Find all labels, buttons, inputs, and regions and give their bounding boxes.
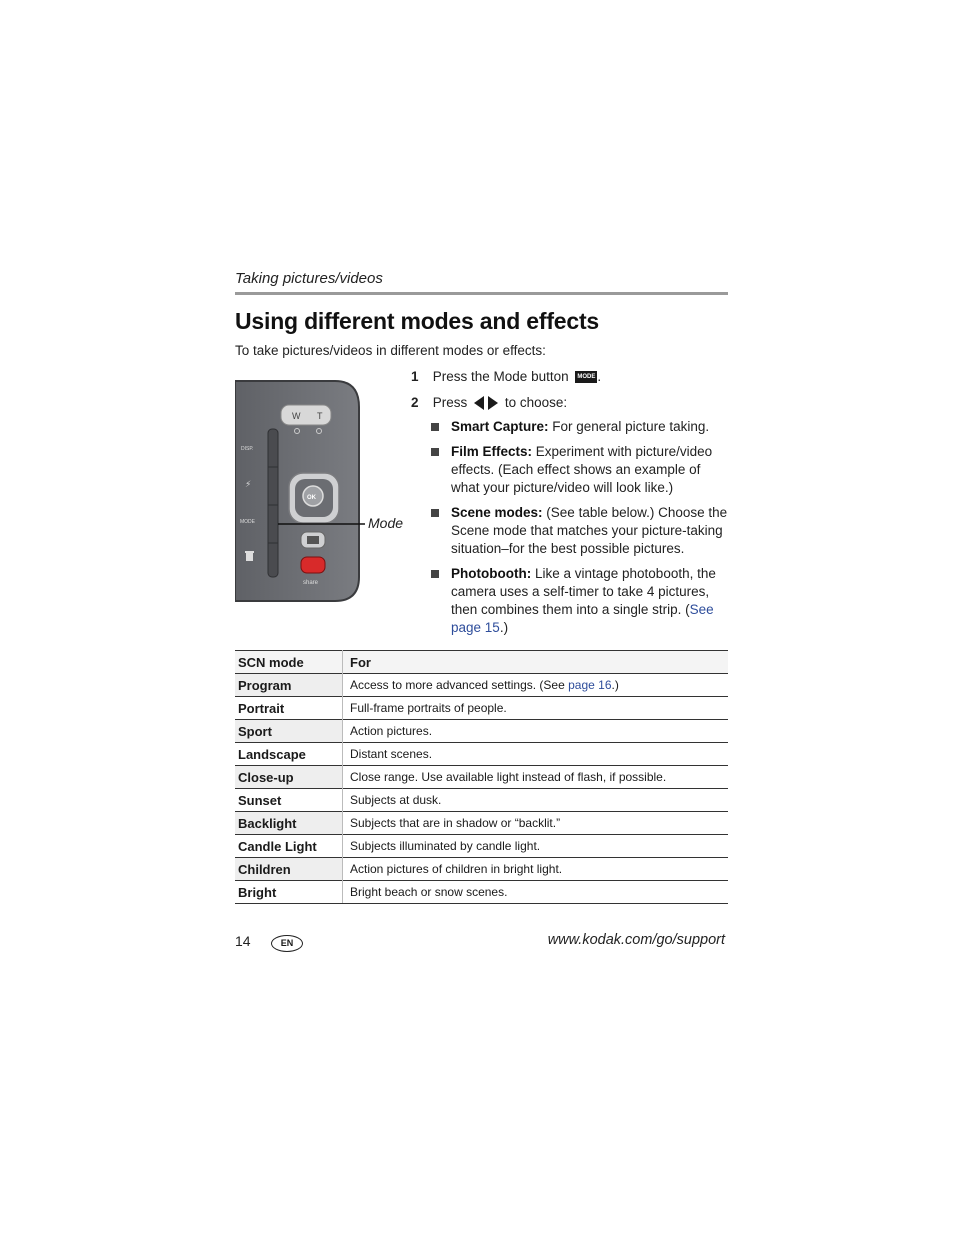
bullet-text: Experiment with picture/video effects. (Each effect shows an example of what your picture/video will look like.) [451,444,713,495]
table-row [235,789,728,812]
scn-mode-cell: Portrait [235,697,343,720]
scn-mode-cell: Children [235,858,343,881]
bullet-term: Scene modes: [451,505,543,520]
bullet-scene-modes [429,504,731,558]
scn-mode-cell: Sunset [235,789,343,812]
bullet-text: (See table below.) Choose the Scene mode that matches your picture-taking situation–for the best possible pictures. [451,505,728,556]
for-cell: Subjects at dusk. [343,789,729,812]
bullet-term: Smart Capture: [451,419,549,434]
table-row [235,697,728,720]
for-cell: Distant scenes. [343,743,729,766]
for-cell: Bright beach or snow scenes. [343,881,729,904]
step-text: Press the Mode button [432,369,569,384]
delete-icon [246,553,253,561]
bullet-term: Photobooth: [451,566,532,581]
scn-mode-cell: Bright [235,881,343,904]
scn-mode-table [235,650,728,904]
page-16-link[interactable]: page 16 [568,678,612,692]
table-row [235,812,728,835]
step-text-pre: Press [432,395,468,410]
step-number: 1 [411,369,419,384]
for-cell: Close range. Use available light instead of flash, if possible. [343,766,729,789]
table-row [235,835,728,858]
column-header-scn-mode: SCN mode [235,651,343,674]
for-cell: Full-frame portraits of people. [343,697,729,720]
table-row [235,858,728,881]
bullet-tail: .) [499,620,509,635]
steps-list [411,368,731,645]
language-badge: EN [271,935,303,952]
support-url[interactable]: www.kodak.com/go/support [547,932,725,948]
bullet-text: Like a vintage photobooth, the camera uses a self-timer to take 4 pictures, then combines them into a single strip. ( [451,566,716,617]
for-cell: Action pictures of children in bright light. [343,858,729,881]
for-cell: Action pictures. [343,720,729,743]
mode-callout: Mode [368,515,404,531]
scn-mode-cell: Program [235,674,343,697]
mode-button-icon: MODE [575,371,597,383]
camera-back-illustration [235,377,365,605]
scn-mode-cell: Close-up [235,766,343,789]
ok-label: OK [307,495,316,501]
bullet-film-effects [429,443,731,497]
column-header-for: For [343,651,729,674]
scn-mode-cell: Candle Light [235,835,343,858]
share-button [301,557,325,573]
for-text: Access to more advanced settings. (See [350,678,569,692]
review-icon [307,536,319,544]
header-rule [235,292,728,295]
zoom-w-label: W [292,411,301,421]
table-row [235,743,728,766]
step-1 [411,368,731,386]
page-title: Using different modes and effects [235,308,600,334]
intro-text: To take pictures/videos in different modes or effects: [235,343,546,358]
for-cell [343,674,729,697]
table-row [235,720,728,743]
step-text-post: to choose: [504,395,568,410]
disp-label: DISP. [241,446,254,452]
running-head: Taking pictures/videos [235,270,383,287]
page-number: 14 [235,933,251,949]
for-tail: .) [611,678,619,692]
step-2 [411,394,731,637]
bullet-smart-capture [429,418,731,436]
step-suffix: . [597,369,602,384]
step-number: 2 [411,395,419,410]
table-row [235,674,728,697]
mode-bullets [429,418,731,637]
for-cell: Subjects that are in shadow or “backlit.” [343,812,729,835]
scn-mode-cell: Backlight [235,812,343,835]
zoom-t-label: T [317,411,323,421]
table-row [235,881,728,904]
for-cell: Subjects illuminated by candle light. [343,835,729,858]
bullet-text: For general picture taking. [548,419,710,434]
left-right-arrows-icon [474,396,498,410]
mode-button-label: MODE [240,519,255,525]
table-header-row [235,651,728,674]
scn-mode-cell: Sport [235,720,343,743]
share-label: share [303,580,319,586]
page-15-link[interactable]: See page 15 [451,602,714,635]
bullet-term: Film Effects: [451,444,533,459]
bullet-photobooth [429,565,731,637]
flash-icon: ⚡ [245,480,252,490]
table-row [235,766,728,789]
scn-mode-cell: Landscape [235,743,343,766]
